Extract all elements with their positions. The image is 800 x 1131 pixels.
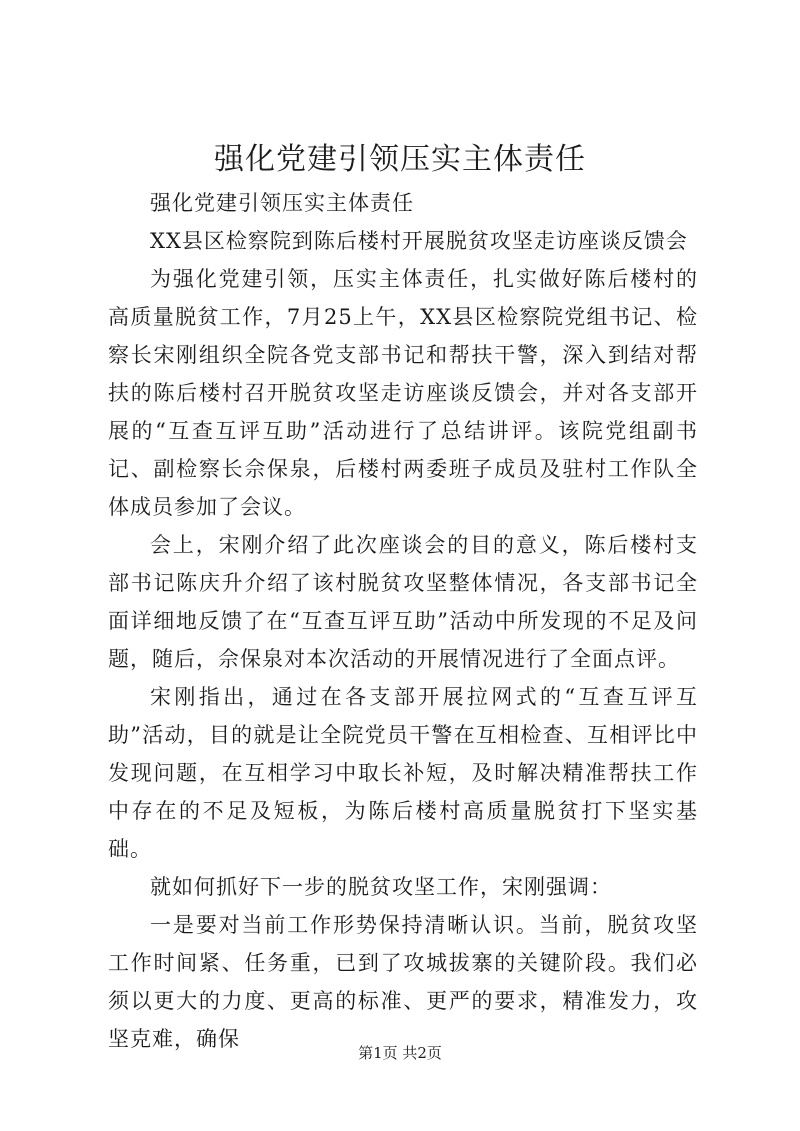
paragraph-meeting: 会上，宋刚介绍了此次座谈会的目的意义，陈后楼村支部书记陈庆升介绍了该村脱贫攻坚整体情况，各支部书记全面详细地反馈了在“互查互评互助”活动中所发现的不足及问题，随后，佘保泉对本次活动的开展情况进行了全面点评。 bbox=[108, 533, 698, 671]
paragraph-remarks: 宋刚指出，通过在各支部开展拉网式的“互查互评互助”活动，目的就是让全院党员干警在互相检查、互相评比中发现问题，在互相学习中取长补短，及时解决精准帮扶工作中存在的不足及短板，为陈后楼村高质量脱贫打下坚实基础。 bbox=[108, 685, 698, 861]
document-body bbox=[108, 184, 698, 1058]
paragraph-event-heading: XX县区检察院到陈后楼村开展脱贫攻坚走访座谈反馈会 bbox=[150, 229, 688, 253]
document-title: 强化党建引领压实主体责任 bbox=[214, 142, 586, 177]
paragraph-emphasis: 就如何抓好下一步的脱贫攻坚工作，宋刚强调： bbox=[150, 875, 612, 899]
page-number: 第1页 共2页 bbox=[358, 1044, 442, 1062]
paragraph-intro: 为强化党建引领，压实主体责任，扎实做好陈后楼村的高质量脱贫工作，7月25上午，XX县区检察院党组书记、检察长宋刚组织全院各党支部书记和帮扶干警，深入到结对帮扶的陈后楼村召开脱贫攻坚走访座谈反馈会，并对各支部开展的“互查互评互助”活动进行了总结讲评。该院党组副书记、副检察长佘保泉，后楼村两委班子成员及驻村工作队全体成员参加了会议。 bbox=[108, 267, 698, 519]
paragraph-point-one: 一是要对当前工作形势保持清晰认识。当前，脱贫攻坚工作时间紧、任务重，已到了攻城拔寨的关键阶段。我们必须以更大的力度、更高的标准、更严的要求，精准发力，攻坚克难，确保 bbox=[108, 913, 698, 1051]
paragraph-subtitle: 强化党建引领压实主体责任 bbox=[150, 191, 414, 215]
